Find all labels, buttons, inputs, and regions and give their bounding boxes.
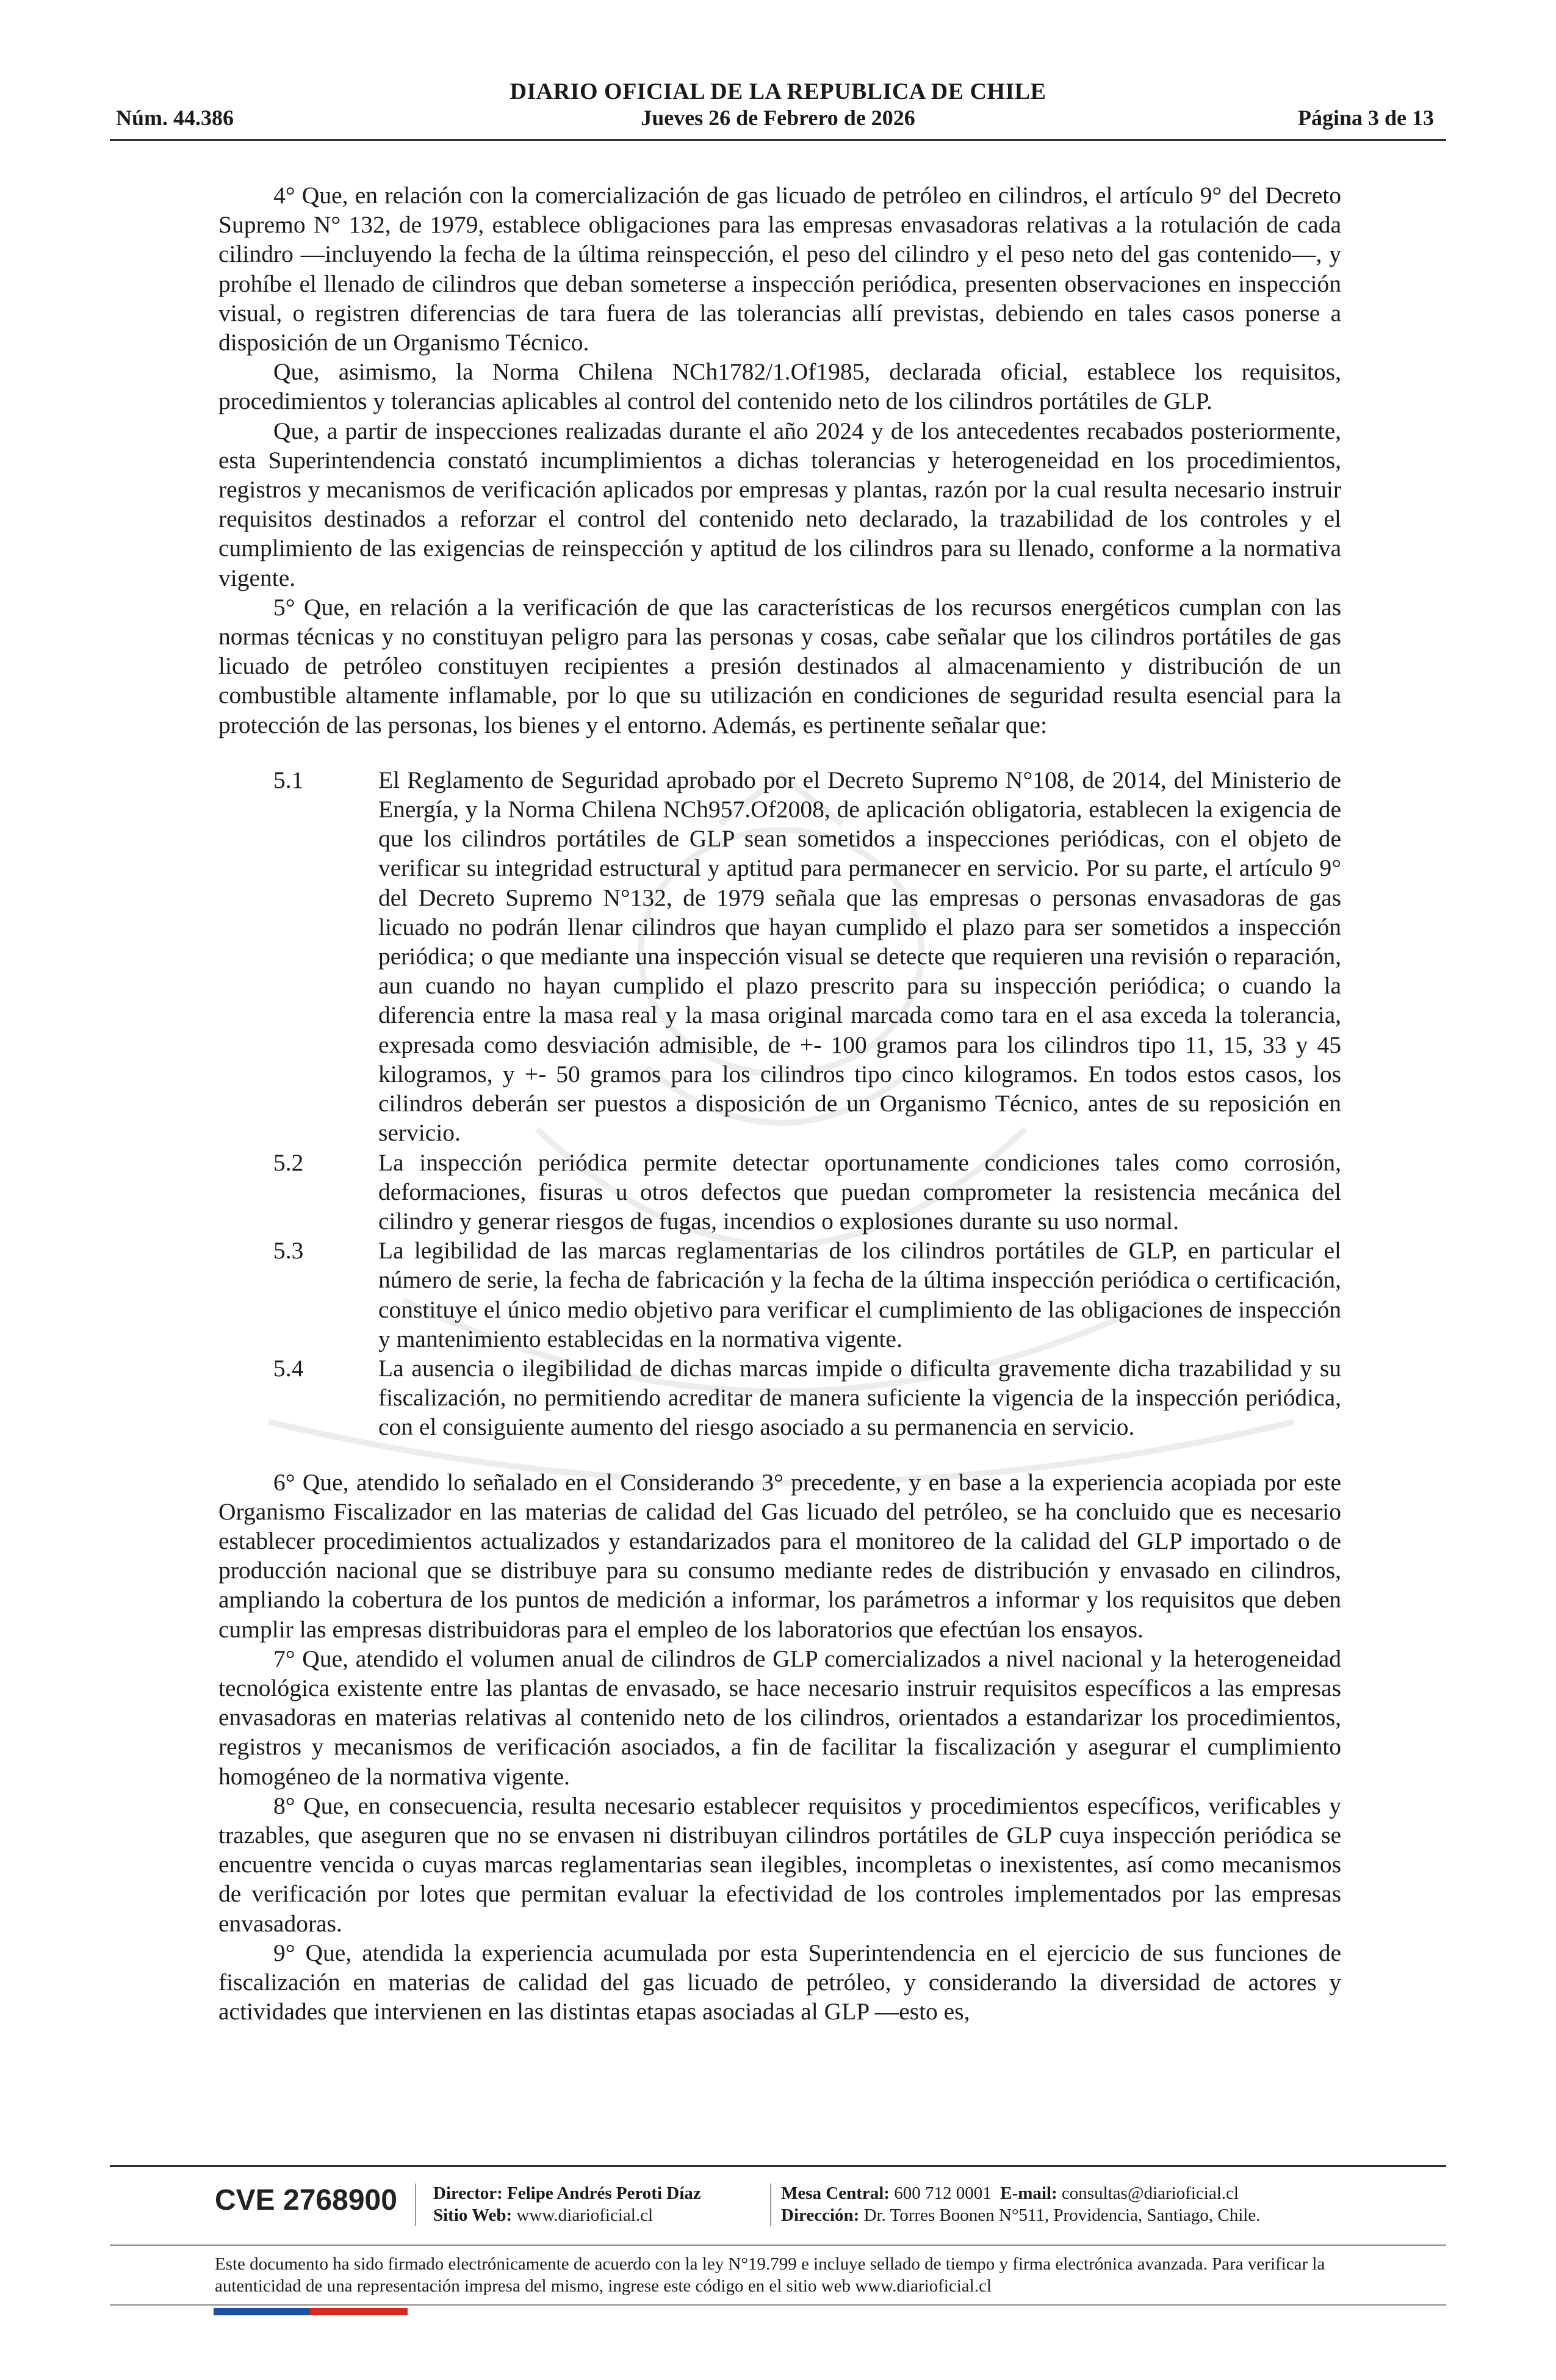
list-item-text: La legibilidad de las marcas reglamentarias de los cilindros portátiles de GLP, en particular el número de serie, la fecha de fabricación y la fecha de la última inspección periódica o certificación, constituye el único medio objetivo para verificar el cumplimiento de las obligaciones de inspección y mantenimiento establecidas en la normativa vigente. <box>378 1237 1341 1352</box>
director-label: Director: <box>433 2183 503 2203</box>
footer-director-block <box>433 2182 701 2226</box>
footer-divider <box>110 2245 1446 2246</box>
phone-number: 600 712 0001 <box>894 2183 992 2203</box>
footer-separator <box>770 2183 771 2226</box>
phone-label: Mesa Central: <box>781 2183 890 2203</box>
email-label: E-mail: <box>1000 2183 1057 2203</box>
cve-code: CVE 2768900 <box>215 2184 397 2216</box>
flag-color-bar <box>214 2308 408 2315</box>
list-item-text: La inspección periódica permite detectar oportunamente condiciones tales como corrosión, deformaciones, fisuras u otros defectos que puedan comprometer la resistencia mecánica del cilindro y generar riesgos de fugas, incendios o explosiones durante su uso normal. <box>378 1149 1341 1235</box>
paragraph-considerando-8: 8° Que, en consecuencia, resulta necesario establecer requisitos y procedimientos específicos, verificables y trazables, que aseguren que no se envasen ni distribuyan cilindros portátiles de GLP cuya inspección periódica se encuentre vencida o cuyas marcas reglamentarias sean ilegibles, incompletas o inexistentes, así como mecanismos de verificación por lotes que permitan evaluar la efectividad de los controles implementados por las empresas envasadoras. <box>218 1792 1341 1937</box>
page-number: Página 3 de 13 <box>1297 106 1434 130</box>
list-item-number: 5.4 <box>273 1354 304 1382</box>
electronic-signature-notice: Este documento ha sido firmado electrónicamente de acuerdo con la ley N°19.799 e incluye sellado de tiempo y firma electrónica avanzada. Para verificar la autenticidad de una representación impresa del mismo, ingrese este código en el sitio web www.diarioficial.cl <box>215 2254 1325 2296</box>
issue-date: Jueves 26 de Febrero de 2026 <box>641 106 915 130</box>
header-divider <box>110 139 1446 141</box>
list-item-number: 5.2 <box>273 1149 304 1176</box>
paragraph-considerando-5: 5° Que, en relación a la verificación de que las características de los recursos energéticos cumplan con las normas técnicas y no constituyan peligro para las personas y cosas, cabe señalar que los cilindros portátiles de gas licuado de petróleo constituyen recipientes a presión destinados al almacenamiento y distribución de un combustible altamente inflamable, por lo que su utilización en condiciones de seguridad resulta esencial para la protección de las personas, los bienes y el entorno. Además, es pertinente señalar que: <box>218 593 1341 738</box>
newspaper-title: DIARIO OFICIAL DE LA REPUBLICA DE CHILE <box>510 79 1046 104</box>
list-item-text: La ausencia o ilegibilidad de dichas marcas impide o dificulta gravemente dicha trazabilidad y su fiscalización, no permitiendo acreditar de manera suficiente la vigencia de la inspección periódica, con el consiguiente aumento del riesgo asociado a su permanencia en servicio. <box>378 1354 1341 1441</box>
website-link[interactable]: www.diarioficial.cl <box>516 2205 654 2225</box>
flag-red-segment <box>310 2308 408 2315</box>
issue-number: Núm. 44.386 <box>116 106 234 130</box>
paragraph-inspecciones-2024: Que, a partir de inspecciones realizadas durante el año 2024 y de los antecedentes recabados posteriormente, esta Superintendencia constató incumplimientos a dichas tolerancias y heterogeneidad en los procedimientos, registros y mecanismos de verificación aplicados por empresas y plantas, razón por la cual resulta necesario instruir requisitos destinados a reforzar el control del contenido neto declarado, la trazabilidad de los controles y el cumplimiento de las exigencias de reinspección y aptitud de los cilindros para su llenado, conforme a la normativa vigente. <box>218 417 1341 591</box>
paragraph-considerando-4: 4° Que, en relación con la comercialización de gas licuado de petróleo en cilindros, el artículo 9° del Decreto Supremo N° 132, de 1979, establece obligaciones para las empresas envasadoras relativas a la rotulación de cada cilindro —incluyendo la fecha de la última reinspección, el peso del cilindro y el peso neto del gas contenido—, y prohíbe el llenado de cilindros que deban someterse a inspección periódica, presenten observaciones en inspección visual, o registren diferencias de tara fuera de las tolerancias allí previstas, debiendo en tales casos ponerse a disposición de un Organismo Técnico. <box>218 182 1341 356</box>
footer-contact-block <box>781 2182 1260 2226</box>
document-body <box>218 181 1341 2026</box>
list-item <box>273 1354 1341 1442</box>
list-item-number: 5.3 <box>273 1237 304 1264</box>
footer-separator <box>415 2183 416 2226</box>
list-item-text: El Reglamento de Seguridad aprobado por el Decreto Supremo N°108, de 2014, del Ministerio de Energía, y la Norma Chilena NCh957.Of2008, de aplicación obligatoria, establecen la exigencia de que los cilindros portátiles de GLP sean sometidos a inspecciones periódicas, con el objeto de verificar su integridad estructural y aptitud para permanecer en servicio. Por su parte, el artículo 9° del Decreto Supremo N°132, de 1979 señala que las empresas o personas envasadoras de gas licuado no podrán llenar cilindros que hayan cumplido el plazo para ser sometidos a inspección periódica; o que mediante una inspección visual se detecte que requieren una revisión o reparación, aun cuando no hayan cumplido el plazo prescrito para su inspección periódica; o cuando la diferencia entre la masa real y la masa original marcada como tara en el asa exceda la tolerancia, expresada como desviación admisible, de +- 100 gramos para los cilindros tipo 11, 15, 33 y 45 kilogramos, y +- 50 gramos para los cilindros tipo cinco kilogramos. En todos estos casos, los cilindros deberán ser puestos a disposición de un Organismo Técnico, antes de su reposición en servicio. <box>378 766 1341 1147</box>
paragraph-considerando-6: 6° Que, atendido lo señalado en el Considerando 3° precedente, y en base a la experiencia acopiada por este Organismo Fiscalizador en las materias de calidad del Gas licuado del petróleo, se ha concluido que es necesario establecer procedimientos actualizados y estandarizados para el monitoreo de la calidad del GLP importado o de producción nacional que se distribuye para su consumo mediante redes de distribución y envasado en cilindros, ampliando la cobertura de los puntos de medición a informar, los parámetros a informar y los requisitos que deben cumplir las empresas distribuidoras para el empleo de los laboratorios que efectúan los ensayos. <box>218 1468 1341 1643</box>
paragraph-norma-chilena: Que, asimismo, la Norma Chilena NCh1782/1.Of1985, declarada oficial, establece los requisitos, procedimientos y tolerancias aplicables al control del contenido neto de los cilindros portátiles de GLP. <box>218 358 1341 415</box>
list-item <box>273 1148 1341 1236</box>
footer-divider <box>110 2304 1446 2306</box>
director-name: Felipe Andrés Peroti Díaz <box>507 2183 701 2203</box>
paragraph-considerando-7: 7° Que, atendido el volumen anual de cilindros de GLP comercializados a nivel nacional y la heterogeneidad tecnológica existente entre las plantas de envasado, se hace necesario instruir requisitos específicos a las empresas envasadoras en materias relativas al contenido neto de los cilindros, orientados a estandarizar los procedimientos, registros y mecanismos de verificación asociados, a fin de facilitar la fiscalización y asegurar el cumplimiento homogéneo de la normativa vigente. <box>218 1645 1341 1790</box>
footer-divider <box>110 2165 1446 2167</box>
website-label: Sitio Web: <box>433 2205 513 2225</box>
address-text: Dr. Torres Boonen N°511, Providencia, Santiago, Chile. <box>863 2205 1261 2225</box>
paragraph-considerando-9: 9° Que, atendida la experiencia acumulada por esta Superintendencia en el ejercicio de sus funciones de fiscalización en materias de calidad del gas licuado de petróleo, y considerando la diversidad de actores y actividades que intervienen en las distintas etapas asociadas al GLP —esto es, <box>218 1939 1341 2025</box>
flag-blue-segment <box>214 2308 310 2315</box>
list-item-number: 5.1 <box>273 766 304 793</box>
address-label: Dirección: <box>781 2205 860 2225</box>
email-link[interactable]: consultas@diarioficial.cl <box>1061 2183 1239 2203</box>
list-item <box>273 1236 1341 1354</box>
list-item <box>273 765 1341 1148</box>
